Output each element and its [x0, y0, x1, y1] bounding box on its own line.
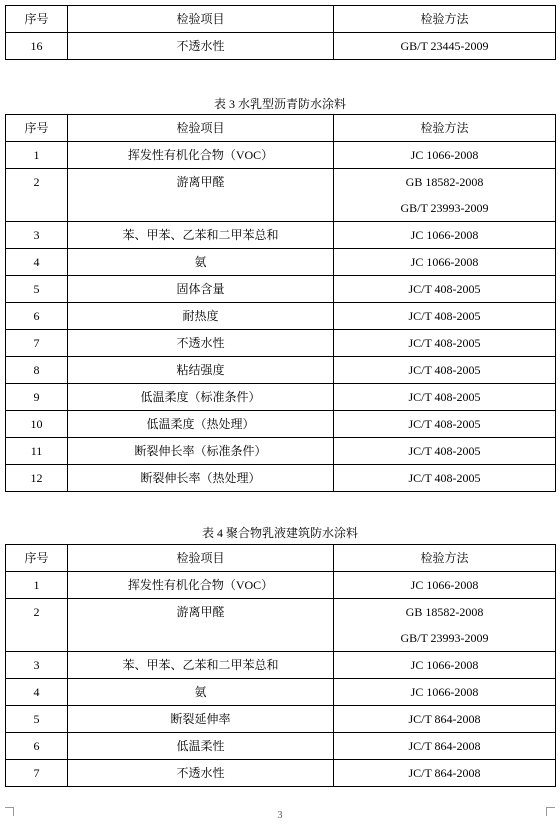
row-method [334, 222, 556, 249]
method-line: JC/T 408-2005 [408, 471, 481, 485]
method-line: JC 1066-2008 [410, 578, 479, 592]
method-line: JC/T 408-2005 [408, 363, 481, 377]
header-cell: 序号 [6, 115, 68, 142]
table-row [6, 652, 556, 679]
method-line: JC/T 408-2005 [408, 444, 481, 458]
header-cell: 检验项目 [68, 545, 334, 572]
table-row [6, 169, 556, 222]
table-row [6, 384, 556, 411]
table-row [6, 760, 556, 787]
row-method [334, 760, 556, 787]
row-method [334, 572, 556, 599]
table-row [6, 142, 556, 169]
row-method [334, 330, 556, 357]
method-line: JC 1066-2008 [410, 148, 479, 162]
header-cell: 检验项目 [68, 115, 334, 142]
table-row [6, 599, 556, 652]
method-line: JC/T 408-2005 [408, 417, 481, 431]
row-item: 游离甲醛 [68, 599, 334, 652]
row-number: 5 [6, 276, 68, 303]
method-line: JC/T 864-2008 [408, 766, 481, 780]
method-line: JC/T 408-2005 [408, 336, 481, 350]
table-row [6, 572, 556, 599]
method-line: GB/T 23993-2009 [400, 631, 489, 645]
method-line: GB/T 23993-2009 [400, 201, 489, 215]
row-item: 氨 [68, 679, 334, 706]
row-number: 2 [6, 599, 68, 652]
row-method [334, 276, 556, 303]
header-cell: 序号 [6, 6, 68, 33]
method-line: JC 1066-2008 [410, 685, 479, 699]
row-number: 1 [6, 142, 68, 169]
row-item: 游离甲醛 [68, 169, 334, 222]
row-item: 断裂伸长率（热处理） [68, 465, 334, 492]
row-number: 2 [6, 169, 68, 222]
row-method [334, 438, 556, 465]
header-cell: 检验项目 [68, 6, 334, 33]
top-continuation-table [5, 5, 556, 60]
row-item: 断裂延伸率 [68, 706, 334, 733]
table-row [6, 249, 556, 276]
row-item: 挥发性有机化合物（VOC） [68, 572, 334, 599]
row-number: 7 [6, 760, 68, 787]
method-line: JC/T 864-2008 [408, 739, 481, 753]
row-item: 低温柔度（热处理） [68, 411, 334, 438]
method-line: GB 18582-2008 [405, 175, 484, 189]
row-item: 氨 [68, 249, 334, 276]
row-number: 10 [6, 411, 68, 438]
row-method [334, 303, 556, 330]
header-cell: 检验方法 [334, 545, 556, 572]
row-number: 9 [6, 384, 68, 411]
row-method [334, 249, 556, 276]
row-number: 8 [6, 357, 68, 384]
row-item: 挥发性有机化合物（VOC） [68, 142, 334, 169]
method-line: JC 1066-2008 [410, 658, 479, 672]
row-item: 低温柔度（标准条件） [68, 384, 334, 411]
row-number: 3 [6, 652, 68, 679]
table4-body [6, 545, 556, 787]
row-method [334, 142, 556, 169]
table-header-row [6, 6, 556, 33]
table-row [6, 33, 556, 60]
table-row [6, 357, 556, 384]
row-item: 固体含量 [68, 276, 334, 303]
row-number: 16 [6, 33, 68, 60]
row-method [334, 733, 556, 760]
table3-caption: 表 3 水乳型沥青防水涂料 [213, 97, 346, 111]
page-number: 3 [277, 810, 283, 821]
row-number: 12 [6, 465, 68, 492]
header-cell: 检验方法 [334, 115, 556, 142]
row-method [334, 679, 556, 706]
row-item: 粘结强度 [68, 357, 334, 384]
method-line: JC 1066-2008 [410, 228, 479, 242]
method-line: JC/T 408-2005 [408, 282, 481, 296]
table-row [6, 411, 556, 438]
method-line: GB 18582-2008 [405, 605, 484, 619]
table-row [6, 679, 556, 706]
table-row [6, 303, 556, 330]
table4-caption: 表 4 聚合物乳液建筑防水涂料 [201, 526, 358, 540]
method-line: JC/T 864-2008 [408, 712, 481, 726]
row-item: 苯、甲苯、乙苯和二甲苯总和 [68, 652, 334, 679]
row-number: 6 [6, 733, 68, 760]
table-row [6, 222, 556, 249]
table-header-row [6, 545, 556, 572]
row-number: 4 [6, 249, 68, 276]
row-item: 断裂伸长率（标准条件） [68, 438, 334, 465]
table-row [6, 465, 556, 492]
row-method [334, 357, 556, 384]
table-header-row [6, 115, 556, 142]
row-number: 3 [6, 222, 68, 249]
table-row [6, 706, 556, 733]
table-row [6, 276, 556, 303]
table-row [6, 438, 556, 465]
table3 [5, 114, 556, 492]
row-method: GB/T 23445-2009 [334, 33, 556, 60]
table-row [6, 330, 556, 357]
row-item: 低温柔性 [68, 733, 334, 760]
table-row [6, 733, 556, 760]
row-number: 7 [6, 330, 68, 357]
table4 [5, 544, 556, 787]
row-number: 1 [6, 572, 68, 599]
row-method [334, 706, 556, 733]
row-number: 4 [6, 679, 68, 706]
method-line: JC/T 408-2005 [408, 309, 481, 323]
method-line: JC 1066-2008 [410, 255, 479, 269]
row-item: 苯、甲苯、乙苯和二甲苯总和 [68, 222, 334, 249]
row-method [334, 652, 556, 679]
row-number: 5 [6, 706, 68, 733]
method-line: JC/T 408-2005 [408, 390, 481, 404]
row-item: 耐热度 [68, 303, 334, 330]
header-cell: 序号 [6, 545, 68, 572]
row-method [334, 411, 556, 438]
row-method [334, 384, 556, 411]
row-method [334, 169, 556, 222]
row-method [334, 599, 556, 652]
row-item: 不透水性 [68, 760, 334, 787]
header-cell: 检验方法 [334, 6, 556, 33]
row-number: 6 [6, 303, 68, 330]
table3-body [6, 115, 556, 492]
row-item: 不透水性 [68, 33, 334, 60]
row-item: 不透水性 [68, 330, 334, 357]
row-method [334, 465, 556, 492]
row-number: 11 [6, 438, 68, 465]
